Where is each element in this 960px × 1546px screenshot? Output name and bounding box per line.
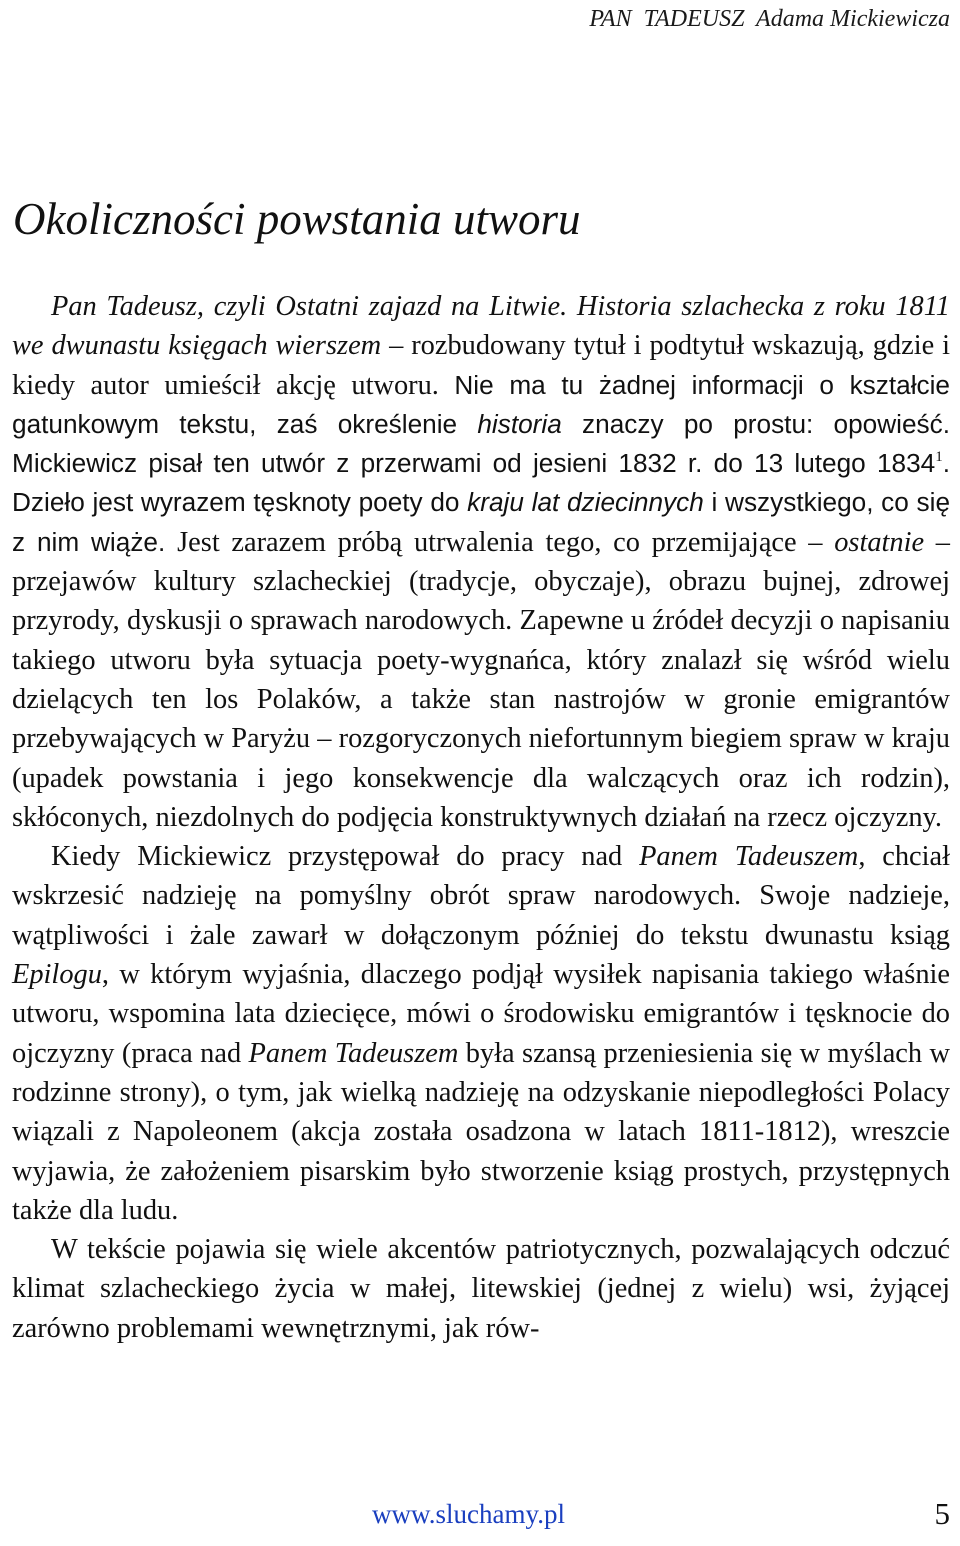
paragraph-2-text-c: , w którym wyjaśnia, dlaczego podjął wysiłek napisania takiego właśnie utworu, wspomina lata dziecięce, mówi o środowisku emigrantów i tęsknocie do ojczyzny (praca nad (12, 959, 950, 1069)
paragraph-3-text: W tekście pojawia się wiele akcentów patriotycznych, pozwalających odczuć klimat szlacheckiego życia w małej, litewskiej (jednej z wielu) wsi, żyjącej zarówno problemami wewnętrznymi, jak rów- (12, 1234, 950, 1344)
section-title: Okoliczności powstania utworu (13, 194, 581, 244)
paragraph-1-text-c: znaczy po prostu: opowieść. Mickiewicz pisał ten utwór z przerwami od jesieni 1832 r. do 13 lutego 1834 (12, 408, 951, 479)
panem-tadeuszem-italic-2: Panem Tadeuszem (248, 1037, 459, 1069)
ostatnie-term-italic: ostatnie (834, 526, 925, 558)
running-header: PAN TADEUSZ Adama Mickiewicza (589, 6, 950, 32)
body-text (12, 287, 950, 1348)
paragraph-1-text-a: – rozbudowany tytuł i podtytuł wskazują, gdzie i kiedy autor umieścił akcję utworu. (12, 330, 950, 401)
paragraph-1-text-e: i wszystkiego, co się z nim wiąże. (12, 487, 951, 557)
footnote-reference[interactable]: 1 (935, 449, 943, 466)
paragraph-2-text-b: , chciał wskrzesić nadzieję na pomyślny obrót spraw narodowych. Swoje nadzieje, wątpliwości i żale zawarł w dołączonym później do tekstu dwunastu ksiąg (12, 841, 950, 951)
historia-term-italic: historia (477, 408, 562, 439)
page-number: 5 (934, 1496, 950, 1531)
paragraph-1-text-b: Nie ma tu żadnej informacji o kształcie gatunkowym tekstu, zaś określenie (12, 369, 950, 439)
paragraph-2-text-a: Kiedy Mickiewicz przystępował do pracy nad (51, 841, 640, 873)
panem-tadeuszem-italic: Panem Tadeuszem (639, 841, 859, 873)
footer-website-link[interactable]: www.sluchamy.pl (372, 1499, 565, 1529)
paragraph-1-text-d: . Dzieło jest wyrazem tęsknoty poety do (12, 448, 950, 518)
epilogu-italic: Epilogu (12, 959, 102, 991)
book-title-italic: Pan Tadeusz, czyli Ostatni zajazd na Litwie. Historia szlachecka z roku 1811 we dwunastu księgach wierszem (12, 291, 950, 362)
quote-italic-kraju: kraju lat dziecinnych (467, 487, 704, 518)
paragraph-1-text-g: – przejawów kultury szlacheckiej (tradycje, obyczaje), obrazu bujnej, zdrowej przyrody, dyskusji o sprawach narodowych. Zapewne u źródeł decyzji o napisaniu takiego utworu była sytuacja poety-wygnańca, który znalazł się wśród wielu dzielących ten los Polaków, a także stan nastrojów w gronie emigrantów przebywających w Paryżu – rozgoryczonych niefortunnym biegiem spraw w kraju (upadek powstania i jego konsekwencje dla walczących oraz ich rodzin), skłóconych, niezdolnych do podjęcia konstruktywnych działań na rzecz ojczyzny. (12, 526, 950, 833)
paragraph-1-text-f: Jest zarazem próbą utrwalenia tego, co przemijające – (177, 526, 835, 558)
paragraph-2 (12, 837, 950, 1230)
paragraph-2-text-d: była szansą przeniesienia się w myślach w rodzinne strony), o tym, jak wielką nadzieję na odzyskanie niepodległości Polacy wiązali z Napoleonem (akcja została osadzona w latach 1811-1812), wreszcie wyjawia, że założeniem pisarskim było stworzenie ksiąg prostych, przystępnych także dla ludu. (12, 1037, 950, 1226)
paragraph-1 (12, 287, 950, 837)
paragraph-3 (12, 1230, 950, 1348)
